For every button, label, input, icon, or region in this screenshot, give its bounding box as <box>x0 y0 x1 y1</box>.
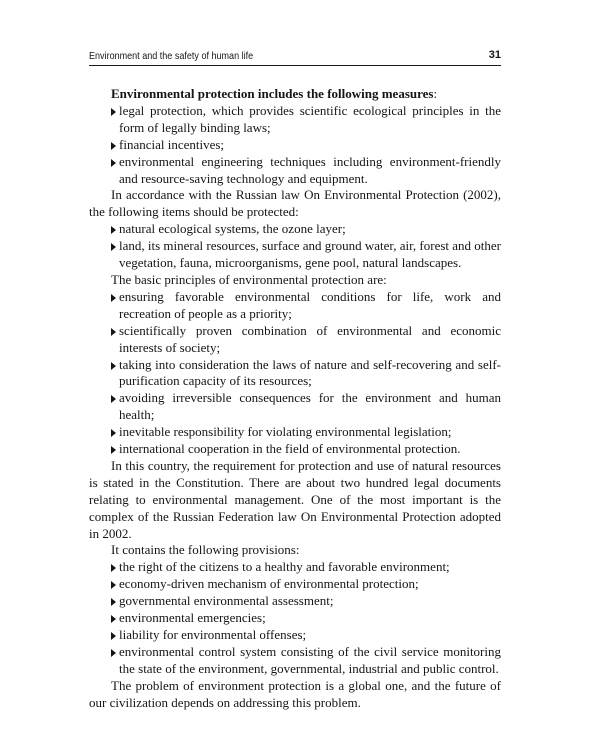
list-item-text: ensuring favorable environmental conditions for life, work and recreation of people as a priority; <box>119 288 501 321</box>
list-item <box>89 441 501 458</box>
paragraph-principles: The basic principles of environmental protection are: <box>111 271 387 287</box>
lead-colon: : <box>433 86 438 101</box>
list-item <box>89 610 501 627</box>
list-item <box>89 390 501 424</box>
list-item-text: governmental environmental assessment; <box>119 593 334 609</box>
list-item-text: land, its mineral resources, surface and ground water, air, forest and other vegetation, fauna, microorganisms, gene pool, natural landscapes. <box>119 238 501 271</box>
page-number: 31 <box>488 49 501 61</box>
bullet-icon <box>111 632 116 640</box>
lead-paragraph <box>89 86 501 103</box>
list-item <box>89 323 501 357</box>
bullet-icon <box>111 395 116 403</box>
list-item-text: international cooperation in the field of environmental protection. <box>119 441 461 457</box>
list-item-text: avoiding irreversible consequences for the environment and human health; <box>119 390 501 423</box>
bullet-icon <box>111 581 116 589</box>
bullet-icon <box>111 446 116 454</box>
bullet-icon <box>111 564 116 572</box>
list-item-text: taking into consideration the laws of nature and self-recovering and self-purification capacity of its resources; <box>119 356 501 389</box>
list-item-text: environmental emergencies; <box>119 610 266 626</box>
list-item-text: liability for environmental offenses; <box>119 627 307 642</box>
bullet-icon <box>111 598 116 606</box>
list-item <box>89 424 501 441</box>
list-item-text: legal protection, which provides scientific ecological principles in the form of legally binding laws; <box>119 102 501 135</box>
bullet-icon <box>111 108 116 116</box>
protected-items-list <box>89 221 501 272</box>
list-item-text: inevitable responsibility for violating environmental legislation; <box>119 424 452 440</box>
list-item <box>89 593 501 610</box>
list-item <box>89 103 501 137</box>
list-item-text: the right of the citizens to a healthy and favorable environment; <box>119 559 450 575</box>
list-item <box>89 576 501 593</box>
list-item <box>89 559 501 576</box>
list-item-text: environmental engineering techniques including environment-friendly and resource-saving technology and equipment. <box>119 153 501 186</box>
list-item <box>89 221 501 238</box>
paragraph-russian-law: In accordance with the Russian law On Environmental Protection (2002), the following items should be protected: <box>89 187 501 220</box>
list-item-text: financial incentives; <box>119 136 225 152</box>
bullet-icon <box>111 294 116 302</box>
paragraph-provisions-intro: It contains the following provisions: <box>111 542 300 558</box>
list-item-text: natural ecological systems, the ozone layer; <box>119 221 346 237</box>
list-item <box>89 137 501 154</box>
provisions-list <box>89 559 501 677</box>
list-item-text: scientifically proven combination of environmental and economic interests of society; <box>119 322 501 355</box>
list-item <box>89 154 501 188</box>
list-item-text: environmental control system consisting of the civil service monitoring the state of the environment, governmental, industrial and public control. <box>119 643 501 676</box>
bullet-icon <box>111 362 116 370</box>
running-head: Environment and the safety of human life <box>89 50 254 62</box>
list-item <box>89 238 501 272</box>
bullet-icon <box>111 328 116 336</box>
list-item <box>89 289 501 323</box>
bullet-icon <box>111 243 116 251</box>
paragraph-constitution: In this country, the requirement for protection and use of natural resources is stated in the Constitution. There are about two hundred legal documents relating to environmental management. One of the most important is the complex of the Russian Federation law On Environmental Protection adopted in 2002. <box>89 457 501 541</box>
list-item <box>89 627 501 644</box>
lead-text: Environmental protection includes the following measures <box>111 86 434 101</box>
measures-list <box>89 103 501 188</box>
bullet-icon <box>111 142 116 150</box>
bullet-icon <box>111 226 116 234</box>
bullet-icon <box>111 615 116 623</box>
page-body <box>89 86 501 712</box>
page-header <box>89 47 501 66</box>
bullet-icon <box>111 159 116 167</box>
bullet-icon <box>111 429 116 437</box>
list-item <box>89 357 501 391</box>
list-item-text: economy-driven mechanism of environmental protection; <box>119 576 419 592</box>
list-item <box>89 644 501 678</box>
paragraph-global-problem: The problem of environment protection is a global one, and the future of our civilization depends on addressing this problem. <box>89 677 501 710</box>
bullet-icon <box>111 649 116 657</box>
principles-list <box>89 289 501 458</box>
